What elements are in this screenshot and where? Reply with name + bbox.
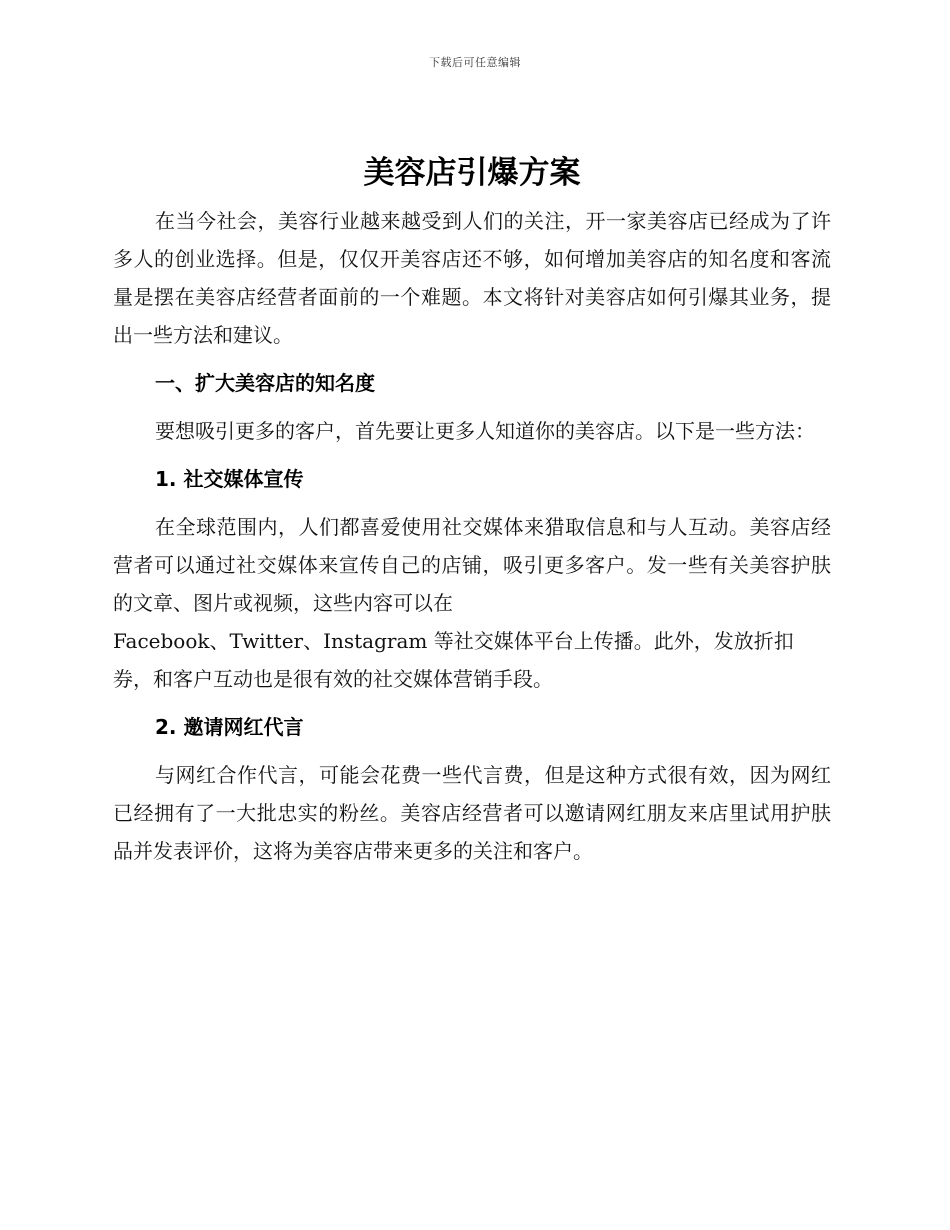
document-title: 美容店引爆方案 <box>363 155 581 191</box>
document-body <box>113 148 831 870</box>
subsection-2-heading: 2. 邀请网红代言 <box>155 715 304 739</box>
subsection-1-paragraph-a: 在全球范围内，人们都喜爱使用社交媒体来猎取信息和与人互动。美容店经营者可以通过社交媒体来宣传自己的店铺，吸引更多客户。发一些有关美容护肤的文章、图片或视频，这些内容可以在 <box>113 515 831 615</box>
subsection-1-heading: 1. 社交媒体宣传 <box>155 467 304 491</box>
subsection-1-paragraph-b: Facebook、Twitter、Instagram 等社交媒体平台上传播。此外，发放折扣券，和客户互动也是很有效的社交媒体营销手段。 <box>113 629 794 691</box>
section-1-paragraph: 要想吸引更多的客户，首先要让更多人知道你的美容店。以下是一些方法： <box>155 419 815 443</box>
header-note: 下载后可任意编辑 <box>429 56 521 69</box>
section-1-heading: 一、扩大美容店的知名度 <box>155 371 375 395</box>
intro-paragraph: 在当今社会，美容行业越来越受到人们的关注，开一家美容店已经成为了许多人的创业选择。但是，仅仅开美容店还不够，如何增加美容店的知名度和客流量是摆在美容店经营者面前的一个难题。本文将针对美容店如何引爆其业务，提出一些方法和建议。 <box>113 209 831 347</box>
subsection-2-paragraph: 与网红合作代言，可能会花费一些代言费，但是这种方式很有效，因为网红已经拥有了一大批忠实的粉丝。美容店经营者可以邀请网红朋友来店里试用护肤品并发表评价，这将为美容店带来更多的关注和客户。 <box>113 763 831 863</box>
